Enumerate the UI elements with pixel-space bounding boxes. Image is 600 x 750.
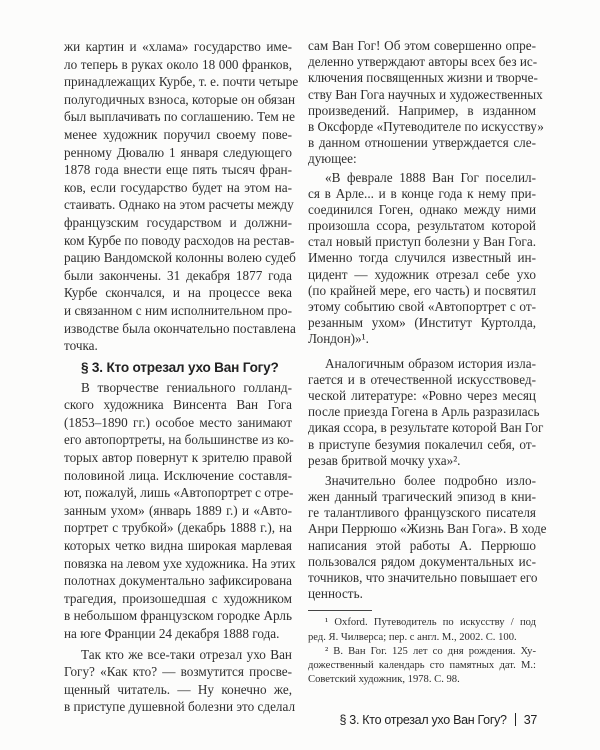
text-line: на юге Франции 24 декабря 1888 года. — [64, 626, 280, 641]
text-line: ге талантливого французского писателя — [308, 505, 536, 521]
text-line: точка. — [64, 338, 98, 354]
paragraph — [64, 379, 296, 643]
text-line: цидент — художник отрезал себе ухо — [308, 266, 536, 282]
text-line: ческой литературе: «Ровно через месяц — [308, 387, 536, 403]
text-line: (1853–1890 гг.) особое место занимают — [64, 414, 292, 430]
page-number: 37 — [523, 713, 537, 727]
paragraph — [64, 646, 296, 716]
text-line: стаивать. Однако на этом расчеты между — [64, 197, 294, 213]
text-line: 1878 года внести еще пять тысяч фран- — [64, 162, 292, 178]
text-line: ков, если государство будет на этом на- — [64, 179, 292, 195]
text-line: (по крайней мере, его часть) и посвятил — [308, 282, 536, 298]
text-line: соединился Гоген, однако между ними — [308, 201, 536, 217]
footnote-line: ред. Я. Чилверса; пер. с англ. М., 2002. С. 100. — [308, 631, 517, 643]
footnote-line: Советский художник, 1978. С. 98. — [308, 674, 460, 686]
running-footer — [339, 712, 537, 728]
text-line: после приезда Гогена в Арль разразилась — [308, 404, 540, 420]
text-line: пользовался рядом документальных ис- — [308, 553, 536, 569]
text-line: стал новый приступ болезни у Ван Гога. — [308, 234, 536, 250]
text-line: занным ухом» (январь 1889 г.) и «Авто- — [64, 502, 292, 518]
text-line: ся в Арле... и в конце года к нему при- — [308, 185, 536, 201]
text-line: в приступе душевной болезни это сделал — [64, 699, 296, 715]
text-line: торых автор повернут к зрителю правой — [64, 450, 292, 466]
text-line: его автопортреты, на большинстве из ко- — [64, 432, 294, 448]
text-line: Значительно более подробно изло- — [325, 472, 536, 488]
text-line: этому событию свой «Автопортрет с от- — [308, 299, 536, 314]
text-line: трагедия, произошедшая с художником — [64, 590, 292, 606]
text-line: в Оксфорде «Путеводителе по искусству» — [308, 118, 544, 134]
text-line: были закончены. 31 декабря 1877 года — [64, 267, 292, 283]
text-line: Лондон)»¹. — [308, 331, 369, 347]
footnote-line: ² В. Ван Гог. 125 лет со дня рождения. Ху- — [325, 645, 536, 657]
text-line: в данном отношении утверждается сле- — [308, 135, 536, 151]
text-line: точников, что значительно повышает его — [308, 570, 538, 585]
footer-section-title: § 3. Кто отрезал ухо Ван Гогу? — [339, 713, 507, 727]
left-column — [64, 38, 299, 716]
text-line: был выплачивать по соглашению. Тем не — [64, 109, 295, 125]
text-line: ценность. — [308, 586, 363, 602]
text-line: дикая ссора, в результате которой Ван Гог — [308, 420, 544, 436]
text-line: менее художник поручил своему пове- — [64, 126, 292, 142]
text-line: половиной лица. Исключение составля- — [64, 467, 292, 483]
text-line: резав бритвой мочку уха»². — [308, 452, 461, 468]
text-line: в небольшом французском городке Арль — [64, 608, 292, 624]
text-line: В творчестве гениального голланд- — [81, 379, 292, 395]
text-line: гается и в отечественной искусствовед- — [308, 371, 536, 387]
text-line: жен данный трагический эпизод в кни- — [308, 489, 536, 505]
text-line: резанным ухом» (Институт Куртолда, — [308, 315, 536, 331]
text-line: ключения посвященных жизни и творче- — [308, 70, 538, 86]
text-line: ству Ван Гога научных и художественных — [308, 86, 543, 102]
paragraph — [308, 38, 544, 168]
text-line: ренному Дювалю 1 января следующего — [64, 144, 292, 160]
text-line: написания этой работы А. Перрюшо — [308, 537, 536, 553]
footnote — [308, 616, 536, 644]
text-line: ского художника Винсента Ван Гога — [64, 397, 292, 413]
paragraph — [308, 355, 544, 469]
text-line: произошла ссора, результатом которой — [308, 218, 536, 234]
text-line: рацию Вандомской колонны волею судеб — [64, 250, 296, 266]
text-line: и связанном с ним исполнительном про- — [64, 302, 292, 318]
text-line: принадлежащих Курбе, т. е. почти четыре — [64, 74, 299, 90]
text-line: ком Курбе по поводу расходов на рестав- — [64, 232, 295, 248]
text-line: которых четко видна широкая марлевая — [64, 538, 292, 554]
text-line: ло теперь в руках около 18 000 франков, — [64, 56, 292, 72]
text-line: полугодичных взноса, которые он обязан — [64, 91, 296, 107]
section-heading: § 3. Кто отрезал ухо Ван Гогу? — [81, 359, 279, 375]
text-line: деленно утверждают авторы всех без ис- — [308, 54, 538, 70]
text-line: Так кто же все-таки отрезал ухо Ван — [81, 646, 292, 662]
right-column — [308, 38, 547, 687]
text-line: Гогу? «Как кто? — возмутится просве- — [64, 664, 292, 680]
text-line: изводстве была окончательно поставлена — [64, 320, 296, 336]
paragraph — [64, 38, 299, 355]
text-line: Аналогичным образом история изла- — [325, 355, 536, 371]
text-line: сам Ван Гог! Об этом совершенно опре- — [308, 38, 536, 53]
paragraph — [308, 472, 547, 603]
footnote-line: ¹ Oxford. Путеводитель по искусству / под — [325, 617, 536, 629]
text-line: Анри Перрюшо «Жизнь Ван Гога». В ходе — [308, 521, 547, 537]
text-line: Курбе скончался, и на процессе века — [64, 285, 292, 301]
text-line: Именно тогда случился известный ин- — [308, 250, 536, 266]
footer-divider — [515, 713, 516, 726]
text-line: ют, пожалуй, лишь «Автопортрет с отре- — [64, 485, 294, 501]
footnote — [308, 645, 536, 688]
text-line: жи картин и «хлама» государство име- — [64, 39, 292, 54]
text-line: произведений. Например, в изданном — [308, 102, 536, 118]
paragraph — [308, 170, 536, 348]
footnote-line: дожественный календарь сто памятных дат. М.: — [308, 659, 536, 671]
text-line: «В феврале 1888 Ван Гог поселил- — [325, 169, 536, 185]
footnote-rule — [308, 610, 372, 611]
text-line: портрет с трубкой» (декабрь 1888 г.), на — [64, 520, 292, 536]
text-line: полотнах документально зафиксирована — [64, 573, 292, 589]
text-line: повязка на левом ухе художника. На этих — [64, 555, 296, 571]
text-line: в приступе безумия покалечил себя, от- — [308, 436, 536, 452]
text-line: щенный читатель. — Ну конечно же, — [64, 681, 292, 697]
text-line: дующее: — [308, 151, 357, 167]
text-line: французским государством и должни- — [64, 214, 292, 230]
